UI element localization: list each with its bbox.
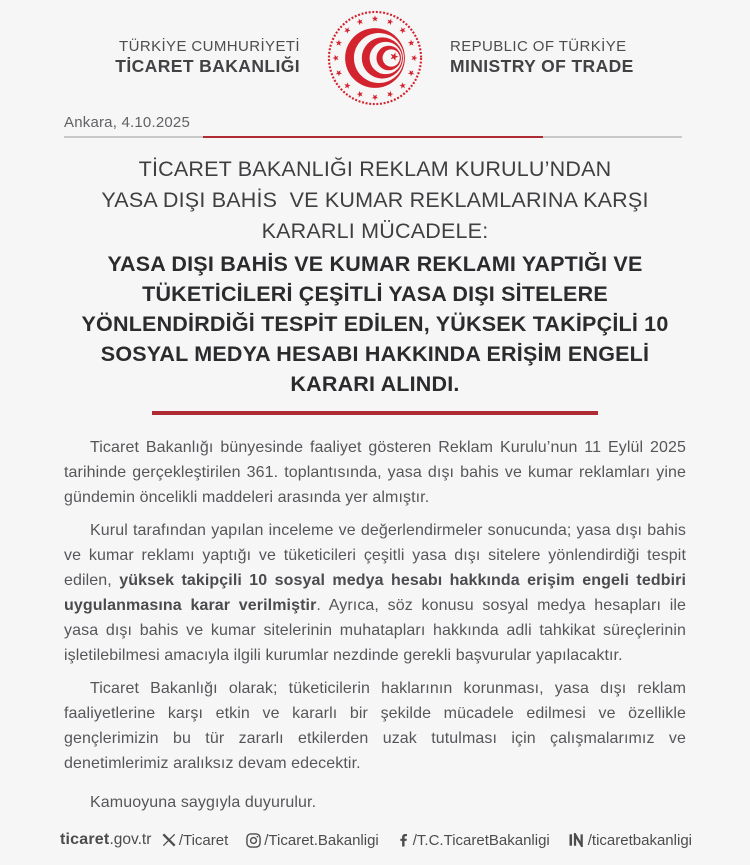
footer xyxy=(60,831,692,849)
paragraph-2-bold-text: yüksek takipçili 10 sosyal medya hesabı hakkında erişim engeli tedbiri uygulanmasına karar verilmiştir xyxy=(64,571,686,614)
website-rest-part: .gov.tr xyxy=(109,831,152,848)
social-handle: /T.C.TicaretBakanligi xyxy=(412,831,550,849)
release-body xyxy=(0,435,750,815)
instagram-icon xyxy=(246,833,261,848)
social-link-x[interactable] xyxy=(162,832,228,849)
nsosyal-icon xyxy=(568,833,585,847)
social-handle: /Ticaret.Bakanligi xyxy=(264,831,379,849)
social-links xyxy=(162,832,692,849)
headline-line: TÜKETİCİLERİ ÇEŞİTLİ YASA DIŞI SİTELERE xyxy=(142,282,608,306)
ministry-en-line1: REPUBLIC OF TÜRKİYE xyxy=(450,37,627,55)
ministry-name-english xyxy=(436,38,750,79)
release-headline xyxy=(0,249,750,399)
body-paragraph-1: Ticaret Bakanlığı bünyesinde faaliyet gösteren Reklam Kurulu’nun 11 Eylül 2025 tarihinde gerçekleştirilen 361. toplantısında, yasa dışı bahis ve kumar reklamları yine gündemin öncelikli maddeleri arasında yer almıştır. xyxy=(64,438,686,506)
x-icon xyxy=(162,833,176,847)
headline-line: KARARI ALINDI. xyxy=(290,372,460,396)
header-rule xyxy=(64,136,682,138)
headline-divider xyxy=(152,411,598,415)
paragraph-2-text: . Ayrıca, söz konusu sosyal medya hesapları ile yasa dışı bahis ve kumar sitelerinin muhatapları hakkında adli tahkikat süreçlerinin işletilebilmesi amacıyla ilgili kurumlar nezdinde gerekli başvurular yapılacaktır. xyxy=(64,596,687,664)
paragraph-2-text: Kurul tarafından yapılan inceleme ve değerlendirmeler sonucunda; yasa dışı bahis ve kumar reklamı yaptığı ve tüketicileri çeşitli yasa dışı sitelere yönlendirdiği tespit edilen, xyxy=(64,521,686,589)
release-kicker xyxy=(0,154,750,247)
dateline: Ankara, 4.10.2025 xyxy=(64,114,190,131)
ministry-header xyxy=(0,0,750,108)
ministry-en-line2: MINISTRY OF TRADE xyxy=(450,56,634,77)
headline-line: YÖNLENDİRDİĞİ TESPİT EDİLEN, YÜKSEK TAKİPÇİLİ 10 xyxy=(81,312,669,336)
social-handle: /ticaretbakanligi xyxy=(587,831,692,849)
website-link[interactable] xyxy=(60,831,151,849)
ministry-tr-line1: TÜRKİYE CUMHURİYETİ xyxy=(119,37,300,55)
social-link-instagram[interactable] xyxy=(246,832,379,849)
closing-line: Kamuoyuna saygıyla duyurulur. xyxy=(90,793,317,811)
facebook-icon xyxy=(397,833,410,847)
body-paragraph-2 xyxy=(64,518,686,668)
kicker-line: TİCARET BAKANLIĞI REKLAM KURULU’NDAN xyxy=(138,157,612,181)
social-link-facebook[interactable] xyxy=(397,832,550,849)
ministry-emblem xyxy=(314,9,436,107)
headline-line: SOSYAL MEDYA HESABI HAKKINDA ERİŞİM ENGELİ xyxy=(100,342,650,366)
ministry-name-turkish xyxy=(0,38,314,79)
social-link-nsosyal[interactable] xyxy=(568,832,692,849)
ministry-tr-line2: TİCARET BAKANLIĞI xyxy=(115,56,300,77)
headline-line: YASA DIŞI BAHİS VE KUMAR REKLAMI YAPTIĞI VE xyxy=(107,252,643,276)
ministry-of-trade-emblem-icon xyxy=(326,9,424,107)
kicker-line: YASA DIŞI BAHİS VE KUMAR REKLAMLARINA KARŞI xyxy=(101,188,649,212)
social-handle: /Ticaret xyxy=(178,831,229,849)
website-bold-part: ticaret xyxy=(60,831,110,848)
kicker-line: KARARLI MÜCADELE: xyxy=(261,219,489,243)
body-paragraph-3: Ticaret Bakanlığı olarak; tüketicilerin haklarının korunması, yasa dışı reklam faaliyetlerine karşı etkin ve kararlı bir şekilde mücadele edilmesi ve özellikle gençlerimizin bu tür zararlı etkilerden uzak tutulması için çalışmalarımız ve denetimlerimiz aralıksız devam edecektir. xyxy=(64,679,686,772)
